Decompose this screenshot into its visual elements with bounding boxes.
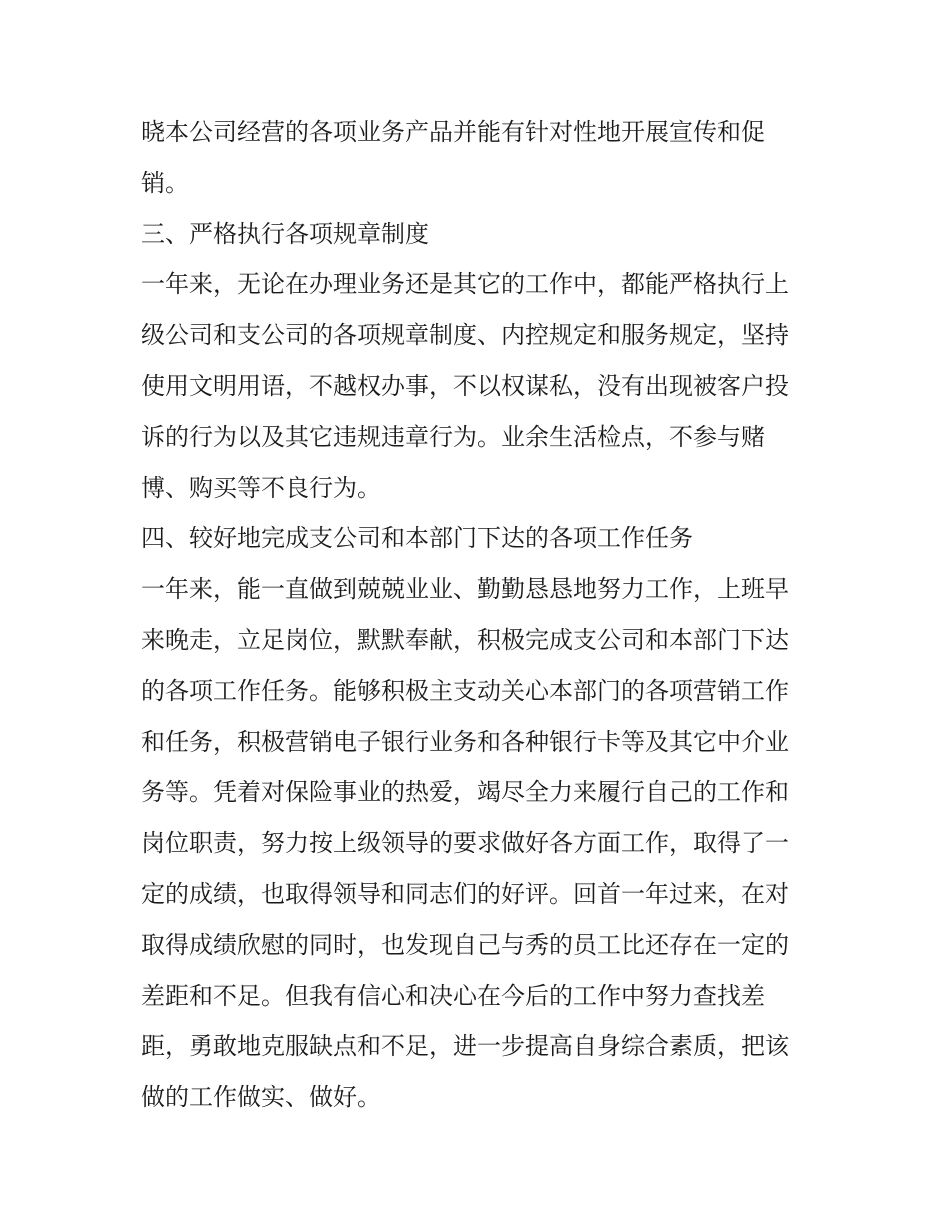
text-line: 一年来，能一直做到兢兢业业、勤勤恳恳地努力工作，上班早: [141, 575, 789, 604]
text-line: 级公司和支公司的各项规章制度、内控规定和服务规定，坚持: [141, 321, 789, 350]
text-line: 岗位职责，努力按上级领导的要求做好各方面工作，取得了一: [141, 829, 789, 858]
text-line: 和任务，积极营销电子银行业务和各种银行卡等及其它中介业: [141, 727, 789, 756]
text-line: 做的工作做实、做好。: [141, 1083, 381, 1112]
text-line: 来晚走，立足岗位，默默奉献，积极完成支公司和本部门下达: [141, 625, 789, 654]
text-line: 使用文明用语，不越权办事，不以权谋私，没有出现被客户投: [141, 371, 789, 400]
text-line: 务等。凭着对保险事业的热爱，竭尽全力来履行自己的工作和: [141, 778, 789, 807]
text-line: 一年来，无论在办理业务还是其它的工作中，都能严格执行上: [141, 270, 789, 299]
text-line: 诉的行为以及其它违规违章行为。业余生活检点，不参与赌: [141, 422, 765, 451]
text-line: 取得成绩欣慰的同时，也发现自己与秀的员工比还存在一定的: [141, 930, 789, 959]
text-line: 晓本公司经营的各项业务产品并能有针对性地开展宣传和促: [141, 118, 765, 146]
text-line: 差距和不足。但我有信心和决心在今后的工作中努力查找差: [141, 981, 765, 1010]
document-body: [141, 107, 821, 1123]
section-heading-3: 三、严格执行各项规章制度: [141, 219, 429, 248]
text-line: 定的成绩，也取得领导和同志们的好评。回首一年过来，在对: [141, 879, 789, 908]
text-line: 销。: [141, 168, 189, 197]
text-line: 距，勇敢地克服缺点和不足，进一步提高自身综合素质，把该: [141, 1032, 789, 1061]
text-line: 博、购买等不良行为。: [141, 473, 381, 502]
section-heading-4: 四、较好地完成支公司和本部门下达的各项工作任务: [141, 524, 693, 553]
text-line: 的各项工作任务。能够积极主支动关心本部门的各项营销工作: [141, 676, 789, 705]
